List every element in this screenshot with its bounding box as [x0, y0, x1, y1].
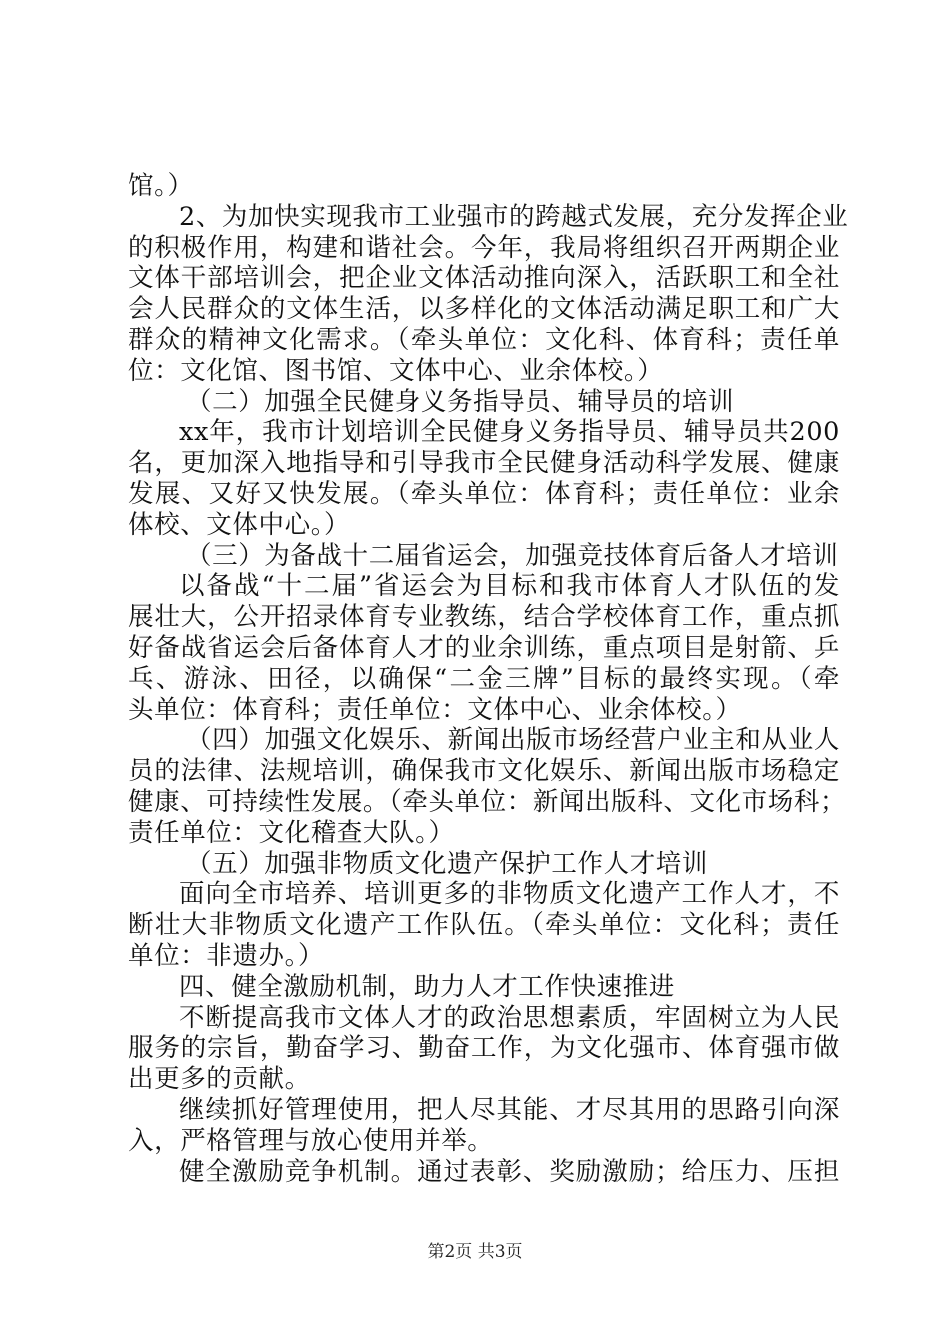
text-line: 体校、文体中心。） — [128, 509, 351, 540]
text-line: 群众的精神文化需求。（牵头单位：文化科、体育科；责任单 — [128, 324, 840, 355]
text-line: 继续抓好管理使用，把人尽其能、才尽其用的思路引向深 — [179, 1094, 840, 1125]
text-line: 名，更加深入地指导和引导我市全民健身活动科学发展、健康 — [128, 448, 840, 479]
section-heading: （二）加强全民健身义务指导员、辅导员的培训 — [186, 386, 735, 417]
section-heading: 四、健全激励机制，助力人才工作快速推进 — [179, 971, 675, 1002]
text-line: 位：文化馆、图书馆、文体中心、业余体校。） — [128, 355, 664, 386]
text-line: 出更多的贡献。 — [128, 1064, 311, 1095]
text-line: 单位：非遗办。） — [128, 940, 325, 971]
text-line: 发展、又好又快发展。（牵头单位：体育科；责任单位：业余 — [128, 478, 840, 509]
text-line: 以备战“十二届”省运会为目标和我市体育人才队伍的发 — [179, 571, 840, 602]
section-heading: （四）加强文化娱乐、新闻出版市场经营户业主和从业人 — [186, 725, 840, 756]
text-line: 责任单位：文化稽查大队。） — [128, 817, 455, 848]
page-footer: 第2页 共3页 — [427, 1242, 523, 1262]
text-line: 服务的宗旨，勤奋学习、勤奋工作，为文化强市、体育强市做 — [128, 1033, 840, 1064]
text-line: 展壮大，公开招录体育专业教练，结合学校体育工作，重点抓 — [128, 602, 840, 633]
text-line: 不断提高我市文体人才的政治思想素质，牢固树立为人民 — [179, 1002, 840, 1033]
text-line: 入，严格管理与放心使用并举。 — [128, 1125, 494, 1156]
text-line: 员的法律、法规培训，确保我市文化娱乐、新闻出版市场稳定 — [128, 756, 840, 787]
document-body — [128, 171, 849, 1187]
text-line: 乓、游泳、田径，以确保“二金三牌”目标的最终实现。（牵 — [128, 663, 840, 694]
section-heading: （五）加强非物质文化遗产保护工作人才培训 — [186, 848, 709, 879]
text-line: 头单位：体育科；责任单位：文体中心、业余体校。） — [128, 694, 742, 725]
text-line: 面向全市培养、培训更多的非物质文化遗产工作人才，不 — [179, 879, 840, 910]
text-line: 健全激励竞争机制。通过表彰、奖励激励；给压力、压担 — [179, 1156, 840, 1187]
text-line: 会人民群众的文体生活，以多样化的文体活动满足职工和广大 — [128, 294, 840, 325]
text-line: 健康、可持续性发展。（牵头单位：新闻出版科、文化市场科； — [128, 786, 847, 817]
text-line: 好备战省运会后备体育人才的业余训练，重点项目是射箭、乒 — [128, 632, 840, 663]
text-line: 断壮大非物质文化遗产工作队伍。（牵头单位：文化科；责任 — [128, 910, 840, 941]
text-line: 馆。） — [128, 171, 194, 201]
text-line: 2、为加快实现我市工业强市的跨越式发展，充分发挥企业 — [179, 201, 849, 232]
text-line: 文体干部培训会，把企业文体活动推向深入，活跃职工和全社 — [128, 263, 840, 294]
section-heading: （三）为备战十二届省运会，加强竞技体育后备人才培训 — [186, 540, 839, 571]
text-line: 的积极作用，构建和谐社会。今年，我局将组织召开两期企业 — [128, 232, 840, 263]
text-line: xx年，我市计划培训全民健身义务指导员、辅导员共200 — [179, 417, 840, 448]
